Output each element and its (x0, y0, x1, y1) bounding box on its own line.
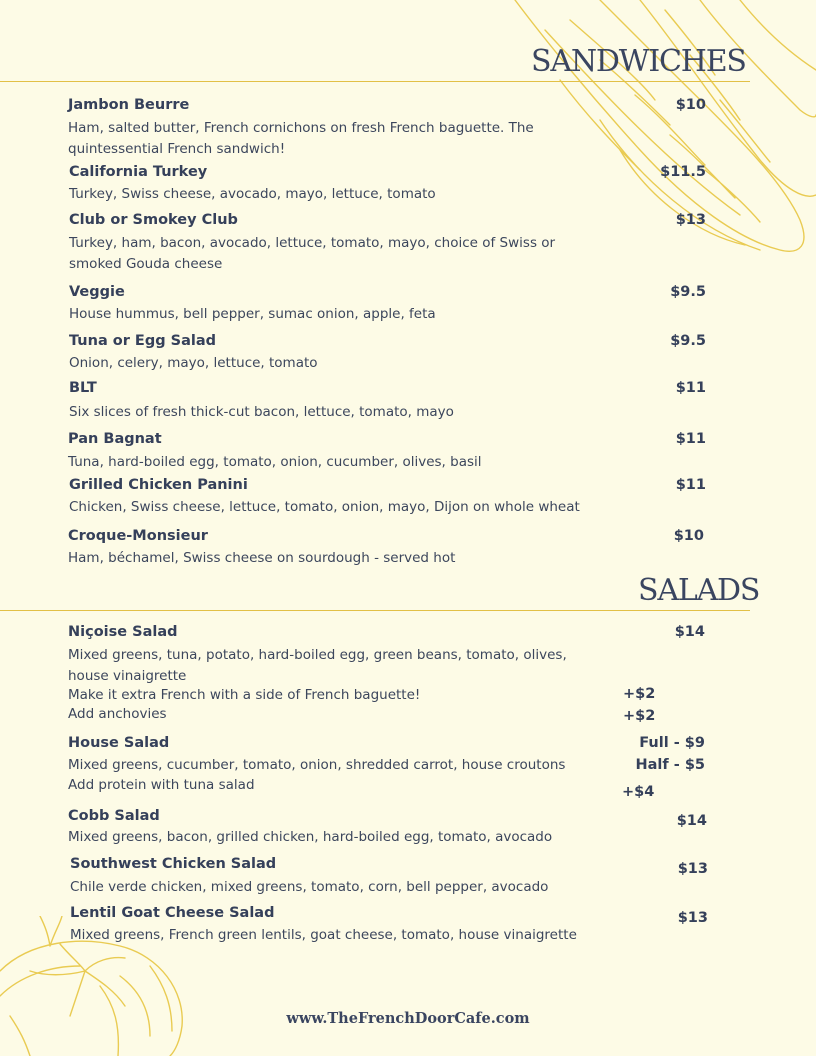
menu-item-description: Mixed greens, cucumber, tomato, onion, shredded carrot, house croutons (68, 757, 566, 773)
menu-item-description: Onion, celery, mayo, lettuce, tomato (69, 355, 318, 371)
menu-item-price: $10 (675, 97, 706, 113)
menu-item-description: Tuna, hard-boiled egg, tomato, onion, cucumber, olives, basil (68, 454, 482, 470)
menu-item-addon: Make it extra French with a side of French baguette! (68, 687, 421, 703)
menu-item-price: $9.5 (670, 284, 706, 300)
menu-item-name: Grilled Chicken Panini (69, 477, 248, 493)
menu-item-description: Ham, béchamel, Swiss cheese on sourdough - served hot (68, 550, 456, 566)
menu-item-name: Veggie (69, 284, 125, 300)
menu-item-addon-price: +$2 (623, 686, 656, 702)
menu-item-price: Full - $9 (639, 735, 705, 751)
menu-item-name: Croque-Monsieur (68, 528, 208, 544)
menu-item-description: Six slices of fresh thick-cut bacon, lettuce, tomato, mayo (69, 404, 454, 420)
menu-item-name: Cobb Salad (68, 808, 160, 824)
menu-item-description: Mixed greens, French green lentils, goat cheese, tomato, house vinaigrette (70, 927, 577, 943)
menu-item-name: Tuna or Egg Salad (69, 333, 217, 349)
menu-item-price: $13 (677, 910, 708, 926)
menu-item-name: California Turkey (69, 164, 208, 180)
menu-item-price: $9.5 (670, 333, 706, 349)
menu-item-description: Chile verde chicken, mixed greens, tomato, corn, bell pepper, avocado (70, 879, 549, 895)
menu-item-price-half: Half - $5 (635, 757, 705, 773)
menu-item-price: $10 (673, 528, 704, 544)
menu-item-price: $13 (677, 861, 708, 877)
menu-item-addon: Add anchovies (68, 706, 167, 722)
menu-item-description: House hummus, bell pepper, sumac onion, apple, feta (69, 306, 436, 322)
menu-item-description: Chicken, Swiss cheese, lettuce, tomato, onion, mayo, Dijon on whole wheat (69, 499, 580, 515)
menu-item-name: House Salad (68, 735, 170, 751)
menu-item-name: Southwest Chicken Salad (70, 856, 277, 872)
menu-item-addon-price: +$2 (623, 708, 656, 724)
menu-item-price: $11 (675, 380, 706, 396)
menu-item-name: Club or Smokey Club (69, 212, 238, 228)
menu-item-name: Niçoise Salad (68, 624, 178, 640)
menu-item-description: Ham, salted butter, French cornichons on fresh French baguette. The quintessential French sandwich! (68, 120, 534, 157)
menu-item-description: Turkey, ham, bacon, avocado, lettuce, tomato, mayo, choice of Swiss or smoked Gouda cheese (69, 235, 556, 272)
menu-item-description: Mixed greens, bacon, grilled chicken, hard-boiled egg, tomato, avocado (68, 829, 553, 845)
menu-item-description: Mixed greens, tuna, potato, hard-boiled egg, green beans, tomato, olives, house vinaigrette (68, 647, 567, 684)
menu-item-price: $14 (674, 624, 705, 640)
website-link[interactable]: www.TheFrenchDoorCafe.com (286, 1010, 530, 1027)
menu-item-price: $13 (675, 212, 706, 228)
menu-item-name: BLT (69, 380, 97, 396)
sandwiches-divider (0, 81, 750, 82)
salads-divider (0, 610, 750, 611)
menu-item-addon: Add protein with tuna salad (68, 777, 255, 793)
menu-item-price: $11 (675, 477, 706, 493)
menu-item-price: $14 (676, 813, 707, 829)
salads-heading: SALADS (638, 573, 760, 608)
menu-item-price: $11 (675, 431, 706, 447)
menu-item-name: Lentil Goat Cheese Salad (70, 905, 275, 921)
menu-item-addon-price: +$4 (622, 784, 655, 800)
sandwiches-heading: SANDWICHES (531, 44, 746, 79)
menu-item-price: $11.5 (660, 164, 706, 180)
menu-item-description: Turkey, Swiss cheese, avocado, mayo, lettuce, tomato (69, 186, 436, 202)
menu-item-name: Jambon Beurre (68, 97, 190, 113)
menu-item-name: Pan Bagnat (68, 431, 162, 447)
